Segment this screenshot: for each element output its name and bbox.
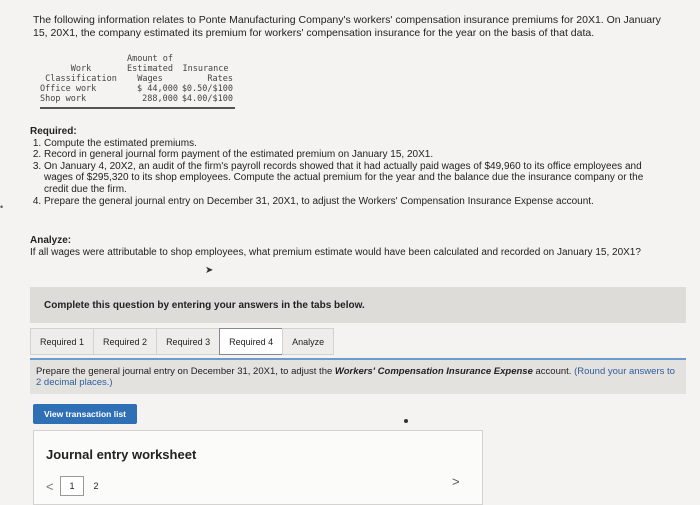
tab-required-2[interactable]: Required 2	[93, 328, 157, 355]
header-wages: Wages	[137, 74, 163, 84]
analyze-text: If all wages were attributable to shop employees, what premium estimate would have been calculated and recorded on January 15, 20X1?	[30, 246, 641, 258]
prev-page-icon[interactable]: <	[46, 478, 54, 494]
required-item-3: 3. On January 4, 20X2, an audit of the firm's payroll records showed that it had actually paid wages of $49,960 to its office employees and wages of $295,320 to its shop employees. Compute the actual premium for the year and the balance due the insurance company or the credit due the firm.	[44, 161, 670, 196]
worksheet-pager	[46, 476, 108, 496]
header-rates: Rates	[207, 74, 233, 84]
header-insurance: Insurance	[182, 64, 229, 74]
required-section	[30, 126, 670, 207]
required-item-4: 4. Prepare the general journal entry on December 31, 20X1, to adjust the Workers' Compensation Insurance Expense account.	[44, 196, 670, 208]
required-title: Required:	[30, 126, 77, 137]
required-item-2: 2. Record in general journal form payment of the estimated premium on January 15, 20X1.	[44, 149, 670, 161]
analyze-title: Analyze:	[30, 235, 72, 246]
header-classification: Classification	[45, 74, 117, 84]
tab-required-1[interactable]: Required 1	[30, 328, 94, 355]
worksheet-title: Journal entry worksheet	[46, 447, 197, 462]
problem-intro: The following information relates to Ponte Manufacturing Company's workers' compensation insurance premiums for 20X1. On January 15, 20X1, the company estimated its premium for workers' compensation insurance for the year on the basis of that data.	[33, 14, 661, 39]
header-estimated: Estimated	[126, 64, 174, 74]
table-row: Office work $ 44,000 $0.50/$100	[40, 84, 233, 94]
rounding-note: (Round your answers to 2 decimal places.)	[36, 366, 675, 388]
side-marker-icon: •	[0, 202, 4, 212]
analyze-section	[30, 235, 670, 258]
next-page-icon[interactable]: >	[452, 474, 460, 489]
tab-analyze[interactable]: Analyze	[282, 328, 334, 355]
tab-required-4[interactable]: Required 4	[219, 328, 283, 355]
page-1-button[interactable]: 1	[60, 476, 84, 496]
mouse-cursor-icon: ➤	[205, 265, 214, 276]
page-2-button[interactable]: 2	[93, 481, 99, 491]
header-work: Work	[70, 64, 92, 74]
instruction-banner: Complete this question by entering your answers in the tabs below.	[30, 287, 686, 323]
header-amount-line1: Amount of	[126, 54, 174, 64]
bullet-dot	[404, 419, 408, 423]
question-tabs	[30, 328, 333, 355]
table-row: Shop work 288,000 $4.00/$100	[40, 94, 233, 104]
view-transaction-list-button[interactable]: View transaction list	[33, 404, 137, 424]
premium-data-table	[40, 54, 235, 109]
required-item-1: 1. Compute the estimated premiums.	[44, 138, 670, 150]
journal-entry-worksheet	[33, 430, 483, 505]
tab-required-3[interactable]: Required 3	[156, 328, 220, 355]
tab-panel: Prepare the general journal entry on December 31, 20X1, to adjust the Workers' Compensation Insurance Expense account. (Round your answers to 2 decimal places.)	[30, 358, 686, 394]
